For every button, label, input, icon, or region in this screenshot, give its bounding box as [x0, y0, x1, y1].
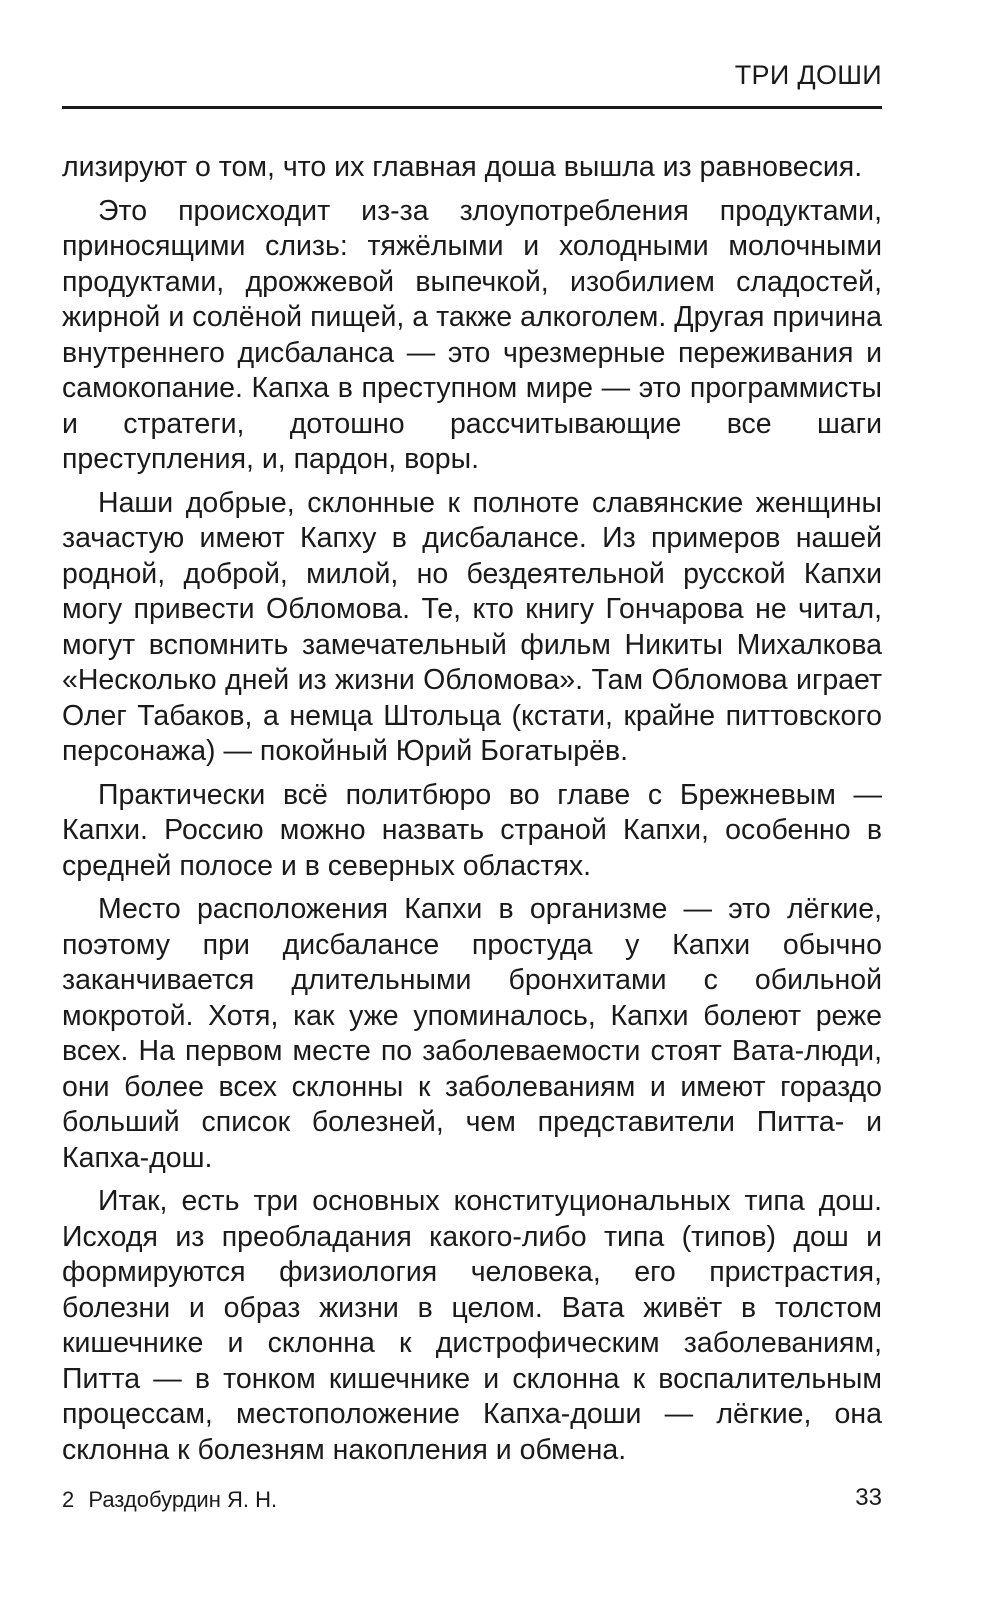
- paragraph-1: лизируют о том, что их главная доша вышла из равновесия.: [62, 151, 863, 183]
- footer-signature: [62, 1487, 277, 1513]
- paragraph-4: Практически всё политбюро во главе с Брежневым — Капхи. Россию можно назвать страной Капхи, особенно в средней полосе и в северных областях.: [62, 778, 882, 882]
- paragraph-2: Это происходит из-за злоупотребления продуктами, приносящими слизь: тяжёлыми и холодными молочными продуктами, дрожжевой выпечкой, изобилием сладостей, жирной и солёной пищей, а также алкоголем. Другая причина внутреннего дисбаланса — это чрезмерные переживания и самокопание. Капха в преступном мире — это программисты и стратеги, дотошно рассчитывающие все шаги преступления, и, пардон, воры.: [62, 194, 882, 475]
- header-rule: [62, 106, 882, 109]
- paragraph-3: Наши добрые, склонные к полноте славянские женщины зачастую имеют Капху в дисбалансе. Из примеров нашей родной, доброй, милой, но бездеятельной русской Капхи могу привести Обломова. Те, кто книгу Гончарова не читал, могут вспомнить замечательный фильм Никиты Михалкова «Несколько дней из жизни Обломова». Там Обломова играет Олег Табаков, а немца Штольца (кстати, крайне питтовского персонажа) — покойный Юрий Богатырёв.: [62, 486, 882, 767]
- signature-author: Раздобурдин Я. Н.: [88, 1487, 278, 1512]
- signature-number: 2: [62, 1487, 75, 1512]
- paragraph-5: Место расположения Капхи в организме — это лёгкие, поэтому при дисбалансе простуда у Капхи обычно заканчивается длительными бронхитами с обильной мокротой. Хотя, как уже упоминалось, Капхи болеют реже всех. На первом месте по заболеваемости стоят Вата-люди, они более всех склонны к заболеваниям и имеют гораздо больший список болезней, чем представители Питта- и Капха-дош.: [62, 893, 882, 1174]
- paragraph-6: Итак, есть три основных конституциональных типа дош. Исходя из преобладания какого-либо типа (типов) дош и формируются физиология человека, его пристрастия, болезни и образ жизни в целом. Вата живёт в толстом кишечнике и склонна к дистрофическим заболеваниям, Питта — в тонком кишечнике и склонна к воспалительным процессам, местоположение Капха-доши — лёгкие, она склонна к болезням накопления и обмена.: [62, 1185, 882, 1466]
- body-text: [62, 150, 882, 1476]
- page-number: 33: [855, 1484, 882, 1511]
- running-header-title: ТРИ ДОШИ: [734, 60, 882, 90]
